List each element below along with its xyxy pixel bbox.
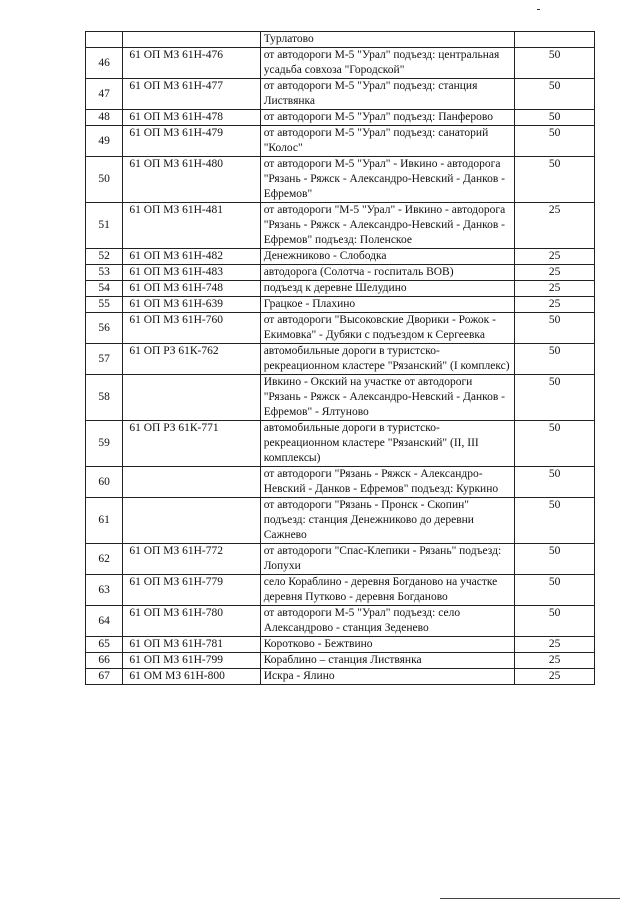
table-row [86,265,595,281]
table-row [86,653,595,669]
road-name: автомобильные дороги в туристско-рекреационном кластере "Рязанский" (I комплекс) [260,344,514,375]
speed-value: 50 [515,79,595,110]
scan-mark [537,9,540,10]
road-code: 61 ОП МЗ 61Н-639 [123,297,260,313]
row-number: 57 [86,344,123,375]
road-name: село Кораблино - деревня Богданово на участке деревня Путково - деревня Богданово [260,575,514,606]
road-name: от автодороги М-5 "Урал" - Ивкино - автодорога "Рязань - Ряжск - Александро-Невский - Данков - Ефремов" [260,157,514,203]
road-code: 61 ОМ МЗ 61Н-800 [123,669,260,685]
road-code: 61 ОП МЗ 61Н-772 [123,544,260,575]
road-code: 61 ОП МЗ 61Н-479 [123,126,260,157]
road-code: 61 ОП РЗ 61К-762 [123,344,260,375]
table-row [86,281,595,297]
road-name: подъезд к деревне Шелудино [260,281,514,297]
road-name: Искра - Ялино [260,669,514,685]
table-row [86,32,595,48]
speed-value: 25 [515,653,595,669]
row-number: 49 [86,126,123,157]
road-name: Грацкое - Плахино [260,297,514,313]
speed-value: 25 [515,297,595,313]
road-name: от автодороги "Спас-Клепики - Рязань" подъезд: Лопухи [260,544,514,575]
road-name: от автодороги М-5 "Урал" подъезд: санаторий "Колос" [260,126,514,157]
table-row [86,467,595,498]
road-code [123,32,260,48]
road-code [123,375,260,421]
road-name: от автодороги "Рязань - Пронск - Скопин" подъезд: станция Денежниково до деревни Сажнево [260,498,514,544]
row-number: 60 [86,467,123,498]
road-code: 61 ОП МЗ 61Н-780 [123,606,260,637]
row-number: 65 [86,637,123,653]
speed-value: 25 [515,265,595,281]
speed-value: 50 [515,48,595,79]
road-name: автомобильные дороги в туристско-рекреационном кластере "Рязанский" (II, III комплексы) [260,421,514,467]
table-row [86,606,595,637]
road-code: 61 ОП МЗ 61Н-760 [123,313,260,344]
row-number: 54 [86,281,123,297]
speed-value [515,32,595,48]
road-name: от автодороги "М-5 "Урал" - Ивкино - автодорога "Рязань - Ряжск - Александро-Невский - Данков - Ефремов" подъезд: Поленское [260,203,514,249]
road-name: от автодороги М-5 "Урал" подъезд: станция Листвянка [260,79,514,110]
road-name: Денежниково - Слободка [260,249,514,265]
speed-value: 25 [515,669,595,685]
row-number: 50 [86,157,123,203]
road-name: Турлатово [260,32,514,48]
speed-value: 50 [515,467,595,498]
road-name: от автодороги М-5 "Урал" подъезд: Панферово [260,110,514,126]
table-row [86,344,595,375]
road-code: 61 ОП МЗ 61Н-748 [123,281,260,297]
row-number: 59 [86,421,123,467]
row-number: 56 [86,313,123,344]
roads-table [85,31,595,685]
table-row [86,48,595,79]
road-name: от автодороги М-5 "Урал" подъезд: село Александрово - станция Зеденево [260,606,514,637]
speed-value: 50 [515,544,595,575]
speed-value: 50 [515,421,595,467]
table-row [86,157,595,203]
speed-value: 25 [515,203,595,249]
row-number: 53 [86,265,123,281]
road-code [123,498,260,544]
row-number: 67 [86,669,123,685]
speed-value: 25 [515,249,595,265]
road-code: 61 ОП МЗ 61Н-779 [123,575,260,606]
speed-value: 50 [515,375,595,421]
table-row [86,637,595,653]
row-number: 55 [86,297,123,313]
table-row [86,544,595,575]
speed-value: 50 [515,110,595,126]
road-name: от автодороги М-5 "Урал" подъезд: центральная усадьба совхоза "Городской" [260,48,514,79]
speed-value: 50 [515,126,595,157]
row-number: 58 [86,375,123,421]
table-row [86,79,595,110]
row-number: 66 [86,653,123,669]
road-name: от автодороги "Высоковские Дворики - Рожок - Екимовка" - Дубяки с подъездом к Сергеевка [260,313,514,344]
road-code: 61 ОП МЗ 61Н-799 [123,653,260,669]
road-code: 61 ОП МЗ 61Н-477 [123,79,260,110]
road-code: 61 ОП МЗ 61Н-476 [123,48,260,79]
speed-value: 25 [515,637,595,653]
row-number: 64 [86,606,123,637]
road-code: 61 ОП МЗ 61Н-781 [123,637,260,653]
row-number: 61 [86,498,123,544]
table-row [86,126,595,157]
table-row [86,203,595,249]
footer-line [440,898,620,899]
row-number: 63 [86,575,123,606]
road-code: 61 ОП МЗ 61Н-483 [123,265,260,281]
speed-value: 50 [515,157,595,203]
table-row [86,498,595,544]
speed-value: 50 [515,575,595,606]
road-code [123,467,260,498]
road-name: автодорога (Солотча - госпиталь ВОВ) [260,265,514,281]
row-number: 62 [86,544,123,575]
road-code: 61 ОП МЗ 61Н-481 [123,203,260,249]
table-row [86,249,595,265]
road-name: Кораблино – станция Листвянка [260,653,514,669]
row-number: 51 [86,203,123,249]
row-number: 52 [86,249,123,265]
table-row [86,421,595,467]
table-row [86,110,595,126]
road-name: Ивкино - Окский на участке от автодороги "Рязань - Ряжск - Александро-Невский - Данков - Ефремов" - Ялтуново [260,375,514,421]
row-number: 46 [86,48,123,79]
speed-value: 50 [515,344,595,375]
table-row [86,575,595,606]
row-number: 48 [86,110,123,126]
table-row [86,313,595,344]
road-name: Коротково - Бежтвино [260,637,514,653]
road-name: от автодороги "Рязань - Ряжск - Александро-Невский - Данков - Ефремов" подъезд: Куркино [260,467,514,498]
road-code: 61 ОП МЗ 61Н-480 [123,157,260,203]
speed-value: 50 [515,498,595,544]
table-row [86,669,595,685]
road-code: 61 ОП МЗ 61Н-478 [123,110,260,126]
speed-value: 50 [515,606,595,637]
table-row [86,375,595,421]
road-code: 61 ОП РЗ 61К-771 [123,421,260,467]
road-code: 61 ОП МЗ 61Н-482 [123,249,260,265]
speed-value: 50 [515,313,595,344]
table-row [86,297,595,313]
speed-value: 25 [515,281,595,297]
row-number [86,32,123,48]
row-number: 47 [86,79,123,110]
